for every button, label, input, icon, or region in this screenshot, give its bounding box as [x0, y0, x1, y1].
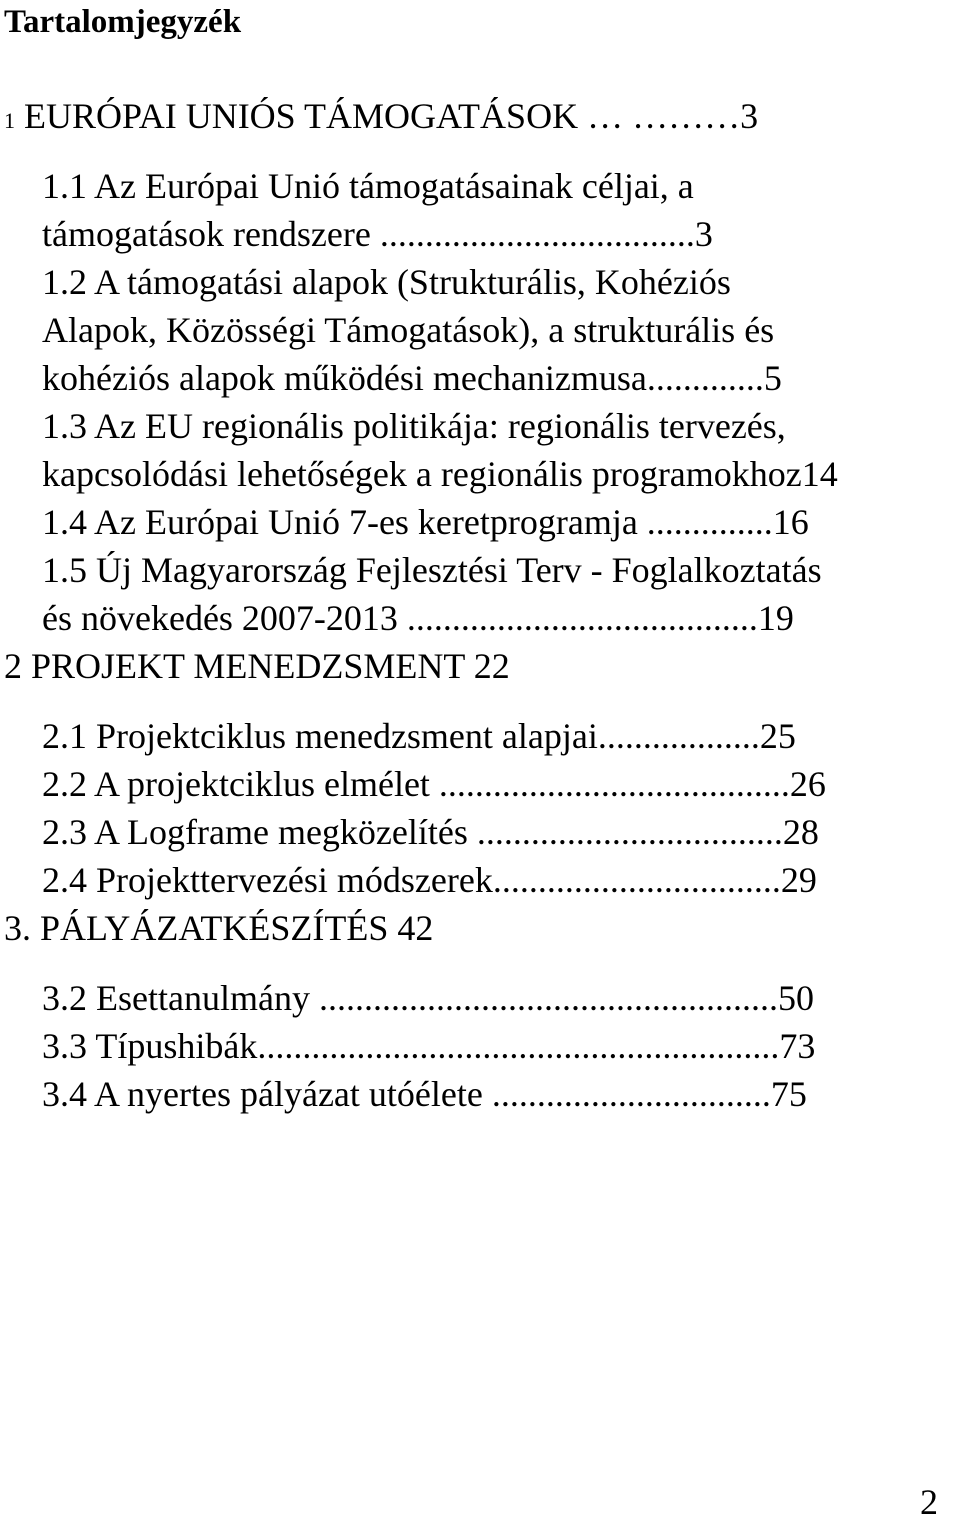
toc-entry-2-1: 2.1 Projektciklus menedzsment alapjai..................25 [42, 716, 796, 756]
toc-entry-1-2-line-3: kohéziós alapok működési mechanizmusa.............5 [42, 358, 782, 398]
toc-entry-2-4: 2.4 Projekttervezési módszerek................................29 [42, 860, 817, 900]
toc-entry-1-3-line-1: 1.3 Az EU regionális politikája: regionális tervezés, [42, 406, 786, 446]
toc-entry-1-1-line-2: támogatások rendszere ...................................3 [42, 214, 713, 254]
toc-entry-1-3-line-2: kapcsolódási lehetőségek a regionális programokhoz14 [42, 454, 838, 494]
toc-entry-1-5-line-1: 1.5 Új Magyarország Fejlesztési Terv - Foglalkoztatás [42, 550, 822, 590]
chapter-1-title: EURÓPAI UNIÓS TÁMOGATÁSOK … ………3 [15, 96, 759, 136]
toc-chapter-1 [4, 94, 758, 143]
toc-entry-1-1-line-1: 1.1 Az Európai Unió támogatásainak céljai, a [42, 166, 694, 206]
toc-entry-3-4: 3.4 A nyertes pályázat utóélete ...............................75 [42, 1074, 807, 1114]
toc-entry-1-5-line-2: és növekedés 2007-2013 .......................................19 [42, 598, 794, 638]
toc-entry-2-3: 2.3 A Logframe megközelítés ..................................28 [42, 812, 819, 852]
chapter-1-number: 1 [4, 108, 15, 133]
toc-entry-1-2-line-2: Alapok, Közösségi Támogatások), a strukturális és [42, 310, 775, 350]
toc-entry-1-4: 1.4 Az Európai Unió 7-es keretprogramja ..............16 [42, 502, 809, 542]
toc-chapter-3: 3. PÁLYÁZATKÉSZÍTÉS 42 [4, 908, 434, 948]
toc-heading: Tartalomjegyzék [4, 4, 242, 40]
toc-entry-1-2-line-1: 1.2 A támogatási alapok (Strukturális, Kohéziós [42, 262, 731, 302]
toc-entry-3-2: 3.2 Esettanulmány ...................................................50 [42, 978, 814, 1018]
toc-chapter-2: 2 PROJEKT MENEDZSMENT 22 [4, 646, 510, 686]
page-number: 2 [920, 1482, 938, 1522]
toc-entry-2-2: 2.2 A projektciklus elmélet .......................................26 [42, 764, 826, 804]
toc-entry-3-3: 3.3 Típushibák..........................................................73 [42, 1026, 816, 1066]
